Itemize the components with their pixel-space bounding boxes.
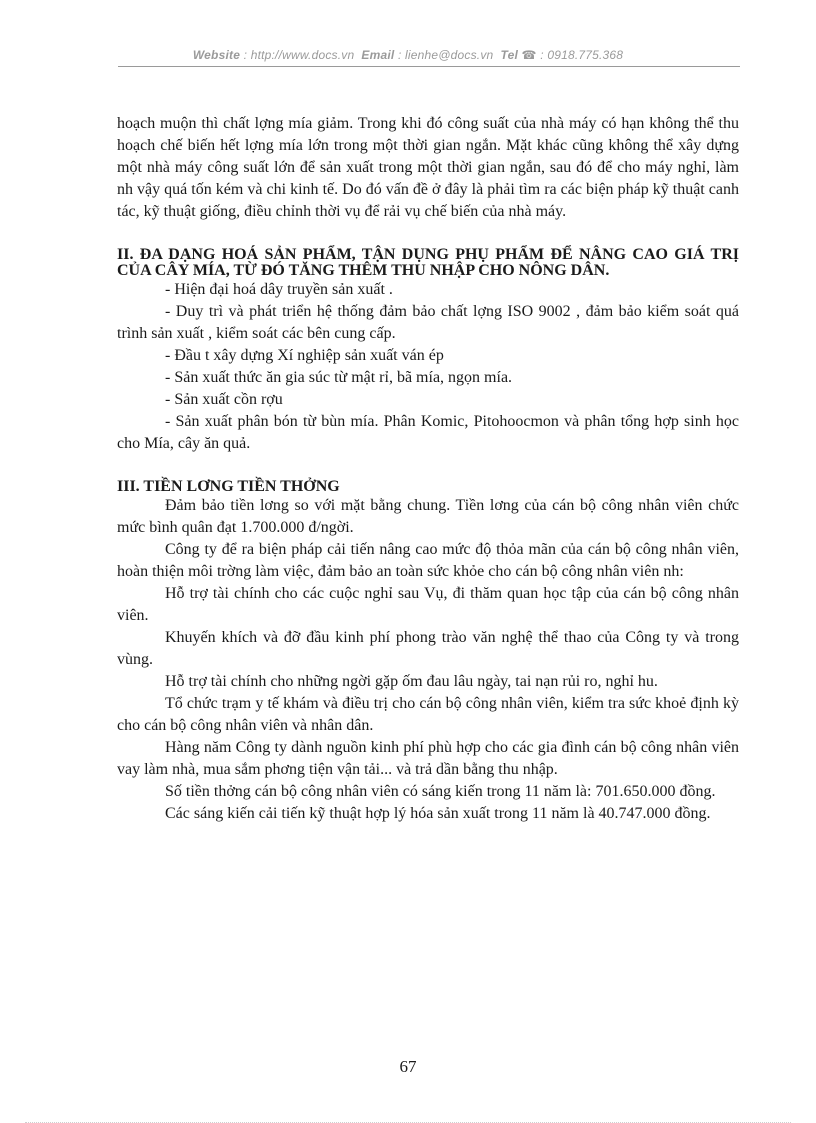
section-3-paragraph: Công ty để ra biện pháp cải tiến nâng cao mức độ thỏa mãn của cán bộ công nhân viên, hoàn thiện môi trờng làm việc, đảm bảo an toàn sức khỏe cho cán bộ công nhân viên nh: (117, 541, 739, 580)
email-address[interactable]: : lienhe@docs.vn (397, 48, 494, 62)
website-label: Website (192, 48, 241, 62)
section-2-item: - Sản xuất phân bón từ bùn mía. Phân Komic, Pitohoocmon và phân tổng hợp sinh học cho Mía, cây ăn quả. (117, 413, 739, 452)
email-label: Email (361, 48, 395, 62)
section-2-item: - Sản xuất thức ăn gia súc từ mật rỉ, bã mía, ngọn mía. (165, 369, 513, 386)
tel-label: Tel (500, 48, 518, 62)
page-header (0, 48, 816, 62)
phone-icon: ☎ (521, 48, 537, 62)
website-url[interactable]: : http://www.docs.vn (243, 48, 355, 62)
section-3-paragraph: Hàng năm Công ty dành nguồn kinh phí phù hợp cho các gia đình cán bộ công nhân viên vay làm nhà, mua sắm phơng tiện vận tải... và trả dần bằng thu nhập. (117, 739, 739, 778)
section-2-title: II. ĐA DẠNG HOÁ SẢN PHẨM, TẬN DỤNG PHỤ PHẨM ĐỂ NÂNG CAO GIÁ TRỊ CỦA CÂY MÍA, TỪ ĐÓ TĂNG THÊM THU NHẬP CHO NÔNG DÂN. (117, 246, 739, 279)
page-content (117, 113, 739, 825)
section-3-paragraph: Hỗ trợ tài chính cho các cuộc nghỉ sau Vụ, đi thăm quan học tập của cán bộ công nhân viên. (117, 585, 739, 624)
section-3-paragraph: Hỗ trợ tài chính cho những ngời gặp ốm đau lâu ngày, tai nạn rủi ro, nghỉ hu. (165, 673, 658, 690)
section-2-item: - Đầu t xây dựng Xí nghiệp sản xuất ván ép (165, 347, 444, 364)
page-number: 67 (399, 1057, 417, 1076)
section-3-paragraph: Tổ chức trạm y tế khám và điều trị cho cán bộ công nhân viên, kiểm tra sức khoẻ định kỳ cho cán bộ công nhân viên và nhân dân. (117, 695, 739, 734)
section-3-paragraph: Số tiền thởng cán bộ công nhân viên có sáng kiến trong 11 năm là: 701.650.000 đồng. (165, 783, 716, 800)
intro-paragraph: hoạch muộn thì chất lợng mía giảm. Trong khi đó công suất của nhà máy có hạn không thể thu hoạch chế biến hết lợng mía lớn trong một thời gian ngắn. Mặt khác cũng không thể xây dựng một nhà máy công suất lớn để sản xuất trong một thời gian ngắn, sau đó để cho máy nghỉ, làm nh vậy quá tốn kém và chi kinh tế. Do đó vấn đề ở đây là phải tìm ra các biện pháp kỹ thuật canh tác, kỹ thuật giống, điều chỉnh thời vụ để rải vụ chế biến của nhà máy. (117, 115, 739, 220)
section-2-item: - Sản xuất cồn rợu (165, 391, 283, 408)
phone-number: : 0918.775.368 (540, 48, 624, 62)
section-3-paragraph: Các sáng kiến cải tiến kỹ thuật hợp lý hóa sản xuất trong 11 năm là 40.747.000 đồng. (165, 805, 711, 822)
section-2-item: - Hiện đại hoá dây truyền sản xuất . (165, 281, 393, 298)
header-divider (118, 66, 740, 67)
section-3-title: III. TIỀN LƠNG TIỀN THỞNG (117, 478, 340, 495)
section-3-paragraph: Đảm bảo tiền lơng so với mặt bằng chung. Tiền lơng của cán bộ công nhân viên chức mức bình quân đạt 1.700.000 đ/ngời. (117, 497, 739, 536)
section-2-item: - Duy trì và phát triển hệ thống đảm bảo chất lợng ISO 9002 , đảm bảo kiểm soát quá trình sản xuất , kiểm soát các bên cung cấp. (117, 303, 739, 342)
section-3-paragraph: Khuyến khích và đỡ đầu kinh phí phong trào văn nghệ thể thao của Công ty và trong vùng. (117, 629, 739, 668)
